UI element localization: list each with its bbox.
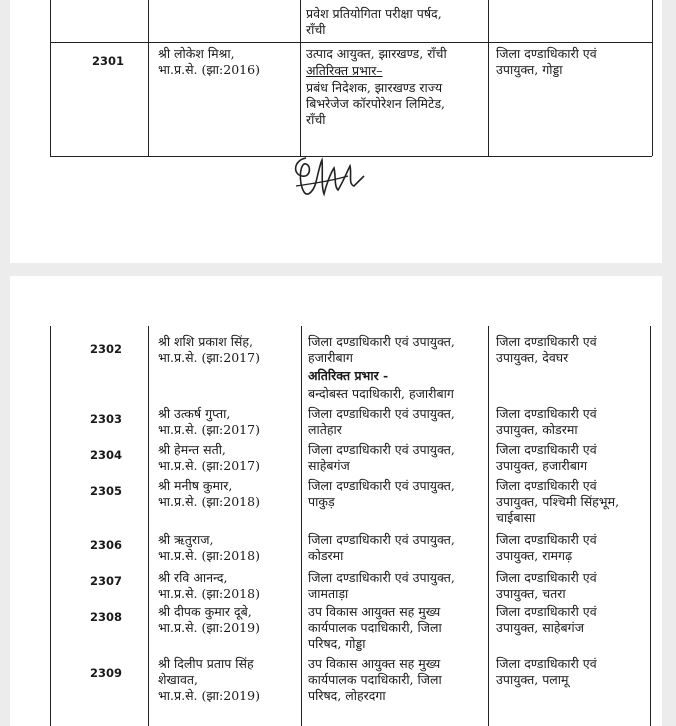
serial-number: 2301 — [92, 54, 125, 68]
additional-charge-label: अतिरिक्त प्रभार - — [308, 368, 389, 383]
table-border — [148, 326, 149, 726]
officer-name: श्री रवि आनन्द, भा.प्र.से. (झा:2018) — [158, 570, 260, 601]
table-border — [300, 0, 301, 156]
serial-number: 2302 — [90, 342, 123, 356]
officer-name: श्री हेमन्त सती, भा.प्र.से. (झा:2017) — [158, 442, 260, 473]
document-page-2 — [10, 276, 662, 726]
table-border — [50, 326, 51, 726]
table-border — [301, 326, 302, 726]
current-posting: उप विकास आयुक्त सह मुख्य कार्यपालक पदाधिकारी, जिला परिषद, गोड्डा — [308, 604, 442, 651]
serial-number: 2309 — [90, 666, 123, 680]
new-posting: जिला दण्डाधिकारी एवं उपायुक्त, पलामू — [496, 656, 597, 687]
officer-name: श्री मनीष कुमार, भा.प्र.से. (झा:2018) — [158, 478, 260, 509]
table-border — [652, 0, 653, 156]
table-border — [148, 0, 149, 156]
table-border — [50, 42, 652, 43]
officer-name: श्री लोकेश मिश्रा, भा.प्र.से. (झा:2016) — [158, 46, 260, 77]
officer-name: श्री दीपक कुमार दूबे, भा.प्र.से. (झा:2019) — [158, 604, 260, 635]
signature-image — [288, 146, 368, 206]
table-border — [488, 326, 489, 726]
serial-number: 2303 — [90, 412, 123, 426]
serial-number: 2306 — [90, 538, 123, 552]
additional-charge: बन्दोबस्त पदाधिकारी, हजारीबाग — [308, 386, 454, 401]
document-page-1 — [10, 0, 662, 263]
current-posting: जिला दण्डाधिकारी एवं उपायुक्त, हजारीबाग — [308, 334, 455, 365]
new-posting: जिला दण्डाधिकारी एवं उपायुक्त, पश्चिमी सिंहभूम, चाईबासा — [496, 478, 620, 525]
new-posting: जिला दण्डाधिकारी एवं उपायुक्त, साहेबगंज — [496, 604, 597, 635]
additional-charge-label: अतिरिक्त प्रभार– — [306, 63, 383, 78]
new-posting: जिला दण्डाधिकारी एवं उपायुक्त, चतरा — [496, 570, 597, 601]
table-border — [50, 0, 51, 156]
current-posting: जिला दण्डाधिकारी एवं उपायुक्त, लातेहार — [308, 406, 455, 437]
new-posting: जिला दण्डाधिकारी एवं उपायुक्त, रामगढ़ — [496, 532, 597, 563]
officer-name: श्री ऋतुराज, भा.प्र.से. (झा:2018) — [158, 532, 260, 563]
current-posting: जिला दण्डाधिकारी एवं उपायुक्त, साहेबगंज — [308, 442, 455, 473]
additional-charge: प्रबंध निदेशक, झारखण्ड राज्य बिभरेजेज कॉरपोरेशन लिमिटेड, राँची — [306, 80, 445, 127]
new-posting: जिला दण्डाधिकारी एवं उपायुक्त, हजारीबाग — [496, 442, 597, 473]
table-cell: प्रवेश प्रतियोगिता परीक्षा पर्षद, राँची — [306, 6, 442, 37]
serial-number: 2308 — [90, 610, 123, 624]
serial-number: 2305 — [90, 484, 123, 498]
new-posting: जिला दण्डाधिकारी एवं उपायुक्त, देवघर — [496, 334, 597, 365]
current-posting: जिला दण्डाधिकारी एवं उपायुक्त, कोडरमा — [308, 532, 455, 563]
new-posting: जिला दण्डाधिकारी एवं उपायुक्त, कोडरमा — [496, 406, 597, 437]
serial-number: 2304 — [90, 448, 123, 462]
current-posting: उप विकास आयुक्त सह मुख्य कार्यपालक पदाधिकारी, जिला परिषद, लोहरदगा — [308, 656, 442, 703]
current-posting: जिला दण्डाधिकारी एवं उपायुक्त, पाकुड़ — [308, 478, 455, 509]
officer-name: श्री दिलीप प्रताप सिंह शेखावत, भा.प्र.से. (झा:2019) — [158, 656, 260, 703]
serial-number: 2307 — [90, 574, 123, 588]
table-border — [650, 326, 651, 726]
new-posting: जिला दण्डाधिकारी एवं उपायुक्त, गोड्डा — [496, 46, 597, 77]
current-posting: जिला दण्डाधिकारी एवं उपायुक्त, जामताड़ा — [308, 570, 455, 601]
current-posting: उत्पाद आयुक्त, झारखण्ड, राँची — [306, 46, 447, 61]
officer-name: श्री उत्कर्ष गुप्ता, भा.प्र.से. (झा:2017) — [158, 406, 260, 437]
officer-name: श्री शशि प्रकाश सिंह, भा.प्र.से. (झा:2017) — [158, 334, 260, 365]
table-border — [488, 0, 489, 156]
